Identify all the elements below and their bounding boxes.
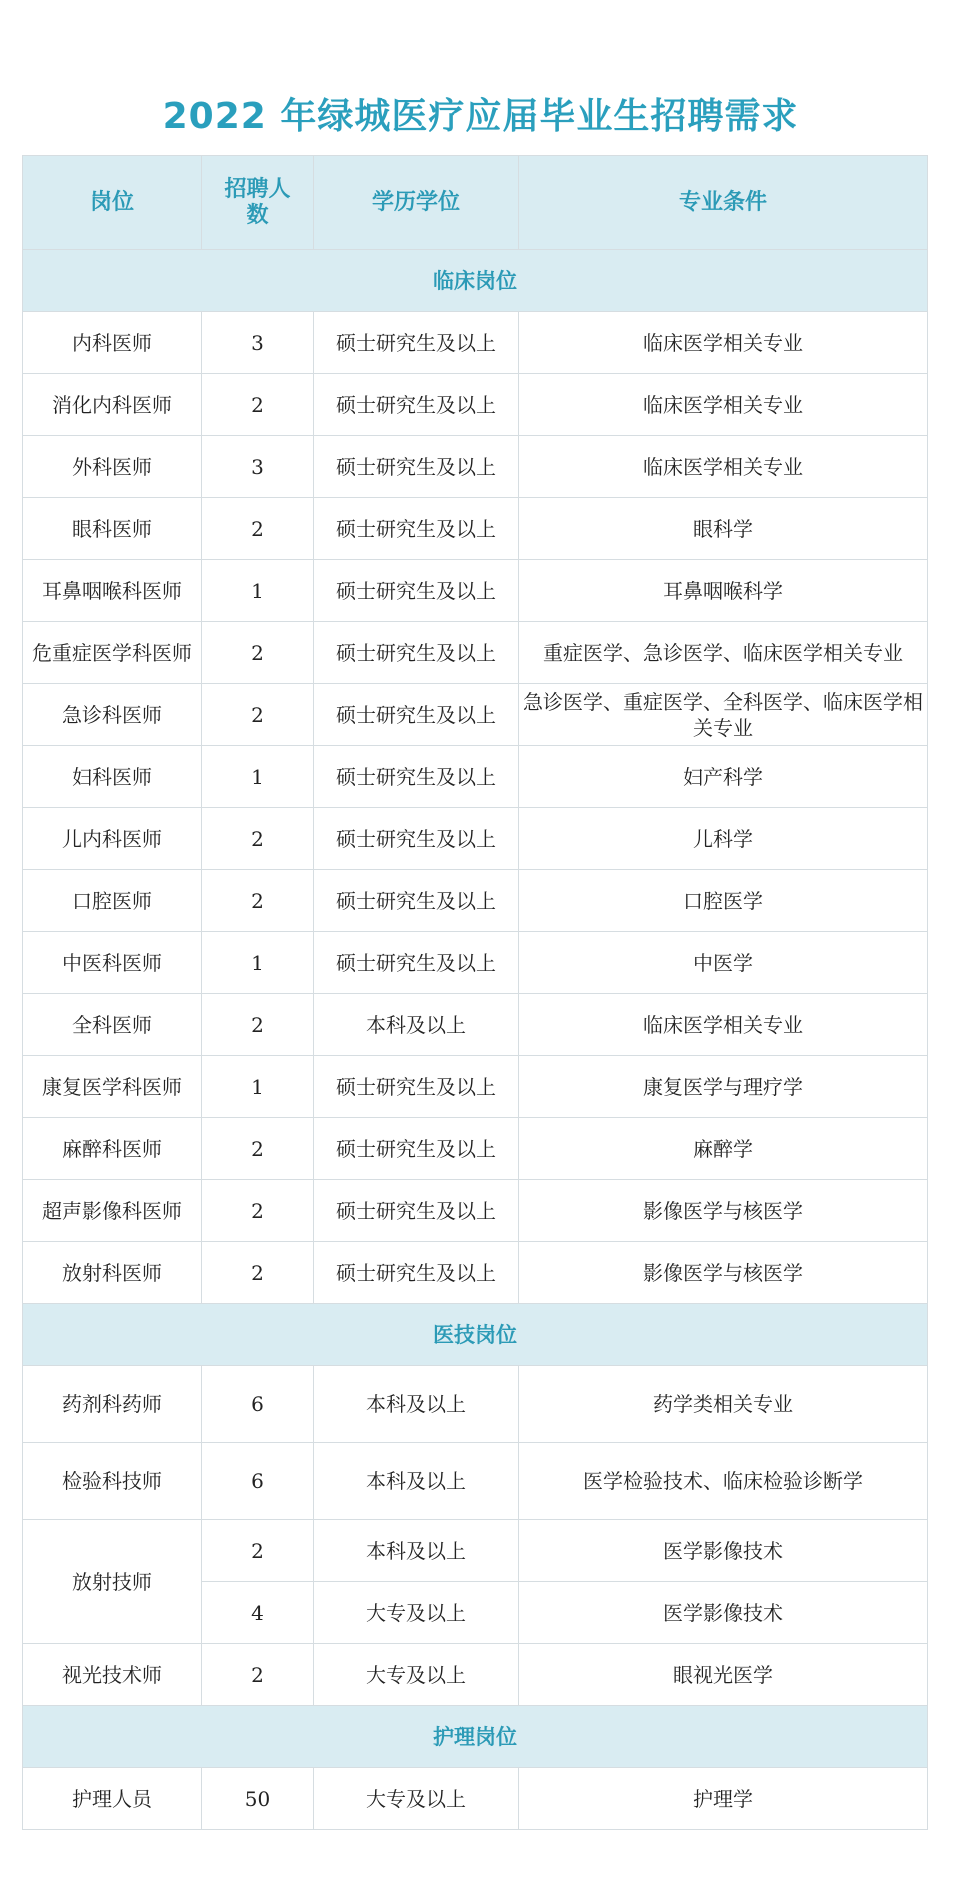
position-cell: 急诊科医师 [23, 684, 202, 746]
position-cell: 超声影像科医师 [23, 1180, 202, 1242]
position-cell: 危重症医学科医师 [23, 622, 202, 684]
table-row [23, 746, 928, 808]
section-title: 医技岗位 [23, 1304, 928, 1366]
table-row [23, 622, 928, 684]
major-cell: 临床医学相关专业 [519, 994, 928, 1056]
position-cell: 消化内科医师 [23, 374, 202, 436]
position-cell: 中医科医师 [23, 932, 202, 994]
education-cell: 硕士研究生及以上 [314, 684, 519, 746]
education-cell: 硕士研究生及以上 [314, 436, 519, 498]
position-cell: 检验科技师 [23, 1443, 202, 1520]
table-row [23, 436, 928, 498]
table-row [23, 1366, 928, 1443]
position-cell: 妇科医师 [23, 746, 202, 808]
count-cell: 2 [202, 870, 314, 932]
header-major: 专业条件 [519, 156, 928, 250]
section-title: 护理岗位 [23, 1706, 928, 1768]
education-cell: 硕士研究生及以上 [314, 498, 519, 560]
education-cell: 硕士研究生及以上 [314, 622, 519, 684]
major-cell: 眼视光医学 [519, 1644, 928, 1706]
major-cell: 临床医学相关专业 [519, 374, 928, 436]
major-cell: 口腔医学 [519, 870, 928, 932]
count-cell: 4 [202, 1582, 314, 1644]
table-row [23, 684, 928, 746]
table-row [23, 994, 928, 1056]
position-cell: 麻醉科医师 [23, 1118, 202, 1180]
major-cell: 护理学 [519, 1768, 928, 1830]
table-row [23, 1443, 928, 1520]
education-cell: 硕士研究生及以上 [314, 1056, 519, 1118]
major-cell: 重症医学、急诊医学、临床医学相关专业 [519, 622, 928, 684]
recruitment-table [22, 155, 928, 1830]
table-row [23, 1242, 928, 1304]
page-title: 2022 年绿城医疗应届毕业生招聘需求 [162, 96, 799, 137]
table-row [23, 1180, 928, 1242]
education-cell: 本科及以上 [314, 994, 519, 1056]
table-row [23, 312, 928, 374]
count-cell: 2 [202, 684, 314, 746]
education-cell: 硕士研究生及以上 [314, 1180, 519, 1242]
education-cell: 大专及以上 [314, 1582, 519, 1644]
table-row [23, 1768, 928, 1830]
education-cell: 大专及以上 [314, 1644, 519, 1706]
major-cell: 临床医学相关专业 [519, 436, 928, 498]
major-cell: 药学类相关专业 [519, 1366, 928, 1443]
count-cell: 2 [202, 622, 314, 684]
table-row [23, 374, 928, 436]
table-row [23, 870, 928, 932]
education-cell: 硕士研究生及以上 [314, 932, 519, 994]
major-cell: 儿科学 [519, 808, 928, 870]
major-cell: 医学检验技术、临床检验诊断学 [519, 1443, 928, 1520]
education-cell: 硕士研究生及以上 [314, 560, 519, 622]
position-cell: 视光技术师 [23, 1644, 202, 1706]
count-cell: 50 [202, 1768, 314, 1830]
position-cell: 全科医师 [23, 994, 202, 1056]
count-cell: 2 [202, 1242, 314, 1304]
table-row [23, 498, 928, 560]
count-cell: 2 [202, 994, 314, 1056]
count-cell: 3 [202, 312, 314, 374]
major-cell: 临床医学相关专业 [519, 312, 928, 374]
major-cell: 急诊医学、重症医学、全科医学、临床医学相关专业 [519, 684, 928, 746]
major-cell: 医学影像技术 [519, 1520, 928, 1582]
major-cell: 麻醉学 [519, 1118, 928, 1180]
count-cell: 3 [202, 436, 314, 498]
major-cell: 眼科学 [519, 498, 928, 560]
count-cell: 2 [202, 808, 314, 870]
count-cell: 6 [202, 1366, 314, 1443]
table-row [23, 932, 928, 994]
major-cell: 医学影像技术 [519, 1582, 928, 1644]
education-cell: 硕士研究生及以上 [314, 1118, 519, 1180]
education-cell: 本科及以上 [314, 1520, 519, 1582]
table-row [23, 1644, 928, 1706]
major-cell: 妇产科学 [519, 746, 928, 808]
header-position: 岗位 [23, 156, 202, 250]
position-cell: 儿内科医师 [23, 808, 202, 870]
table-row [23, 560, 928, 622]
education-cell: 硕士研究生及以上 [314, 746, 519, 808]
position-cell: 放射技师 [23, 1520, 202, 1644]
table-row [23, 1056, 928, 1118]
table-row [23, 1118, 928, 1180]
section-row-medtech [23, 1304, 928, 1366]
major-cell: 耳鼻咽喉科学 [519, 560, 928, 622]
position-cell: 药剂科药师 [23, 1366, 202, 1443]
education-cell: 本科及以上 [314, 1443, 519, 1520]
major-cell: 中医学 [519, 932, 928, 994]
count-cell: 2 [202, 1520, 314, 1582]
count-cell: 1 [202, 932, 314, 994]
header-education: 学历学位 [314, 156, 519, 250]
education-cell: 本科及以上 [314, 1366, 519, 1443]
header-count: 招聘人数 [202, 156, 314, 250]
count-cell: 2 [202, 374, 314, 436]
count-cell: 1 [202, 560, 314, 622]
education-cell: 硕士研究生及以上 [314, 808, 519, 870]
position-cell: 护理人员 [23, 1768, 202, 1830]
major-cell: 康复医学与理疗学 [519, 1056, 928, 1118]
education-cell: 硕士研究生及以上 [314, 870, 519, 932]
count-cell: 2 [202, 1118, 314, 1180]
count-cell: 1 [202, 746, 314, 808]
major-cell: 影像医学与核医学 [519, 1242, 928, 1304]
education-cell: 大专及以上 [314, 1768, 519, 1830]
position-cell: 内科医师 [23, 312, 202, 374]
section-row-clinical [23, 250, 928, 312]
table-row [23, 808, 928, 870]
section-title: 临床岗位 [23, 250, 928, 312]
position-cell: 耳鼻咽喉科医师 [23, 560, 202, 622]
section-row-nursing [23, 1706, 928, 1768]
position-cell: 放射科医师 [23, 1242, 202, 1304]
education-cell: 硕士研究生及以上 [314, 374, 519, 436]
count-cell: 6 [202, 1443, 314, 1520]
position-cell: 外科医师 [23, 436, 202, 498]
count-cell: 1 [202, 1056, 314, 1118]
position-cell: 眼科医师 [23, 498, 202, 560]
header-row [23, 156, 928, 250]
major-cell: 影像医学与核医学 [519, 1180, 928, 1242]
table-row [23, 1520, 928, 1582]
position-cell: 口腔医师 [23, 870, 202, 932]
count-cell: 2 [202, 498, 314, 560]
count-cell: 2 [202, 1644, 314, 1706]
position-cell: 康复医学科医师 [23, 1056, 202, 1118]
education-cell: 硕士研究生及以上 [314, 312, 519, 374]
count-cell: 2 [202, 1180, 314, 1242]
education-cell: 硕士研究生及以上 [314, 1242, 519, 1304]
